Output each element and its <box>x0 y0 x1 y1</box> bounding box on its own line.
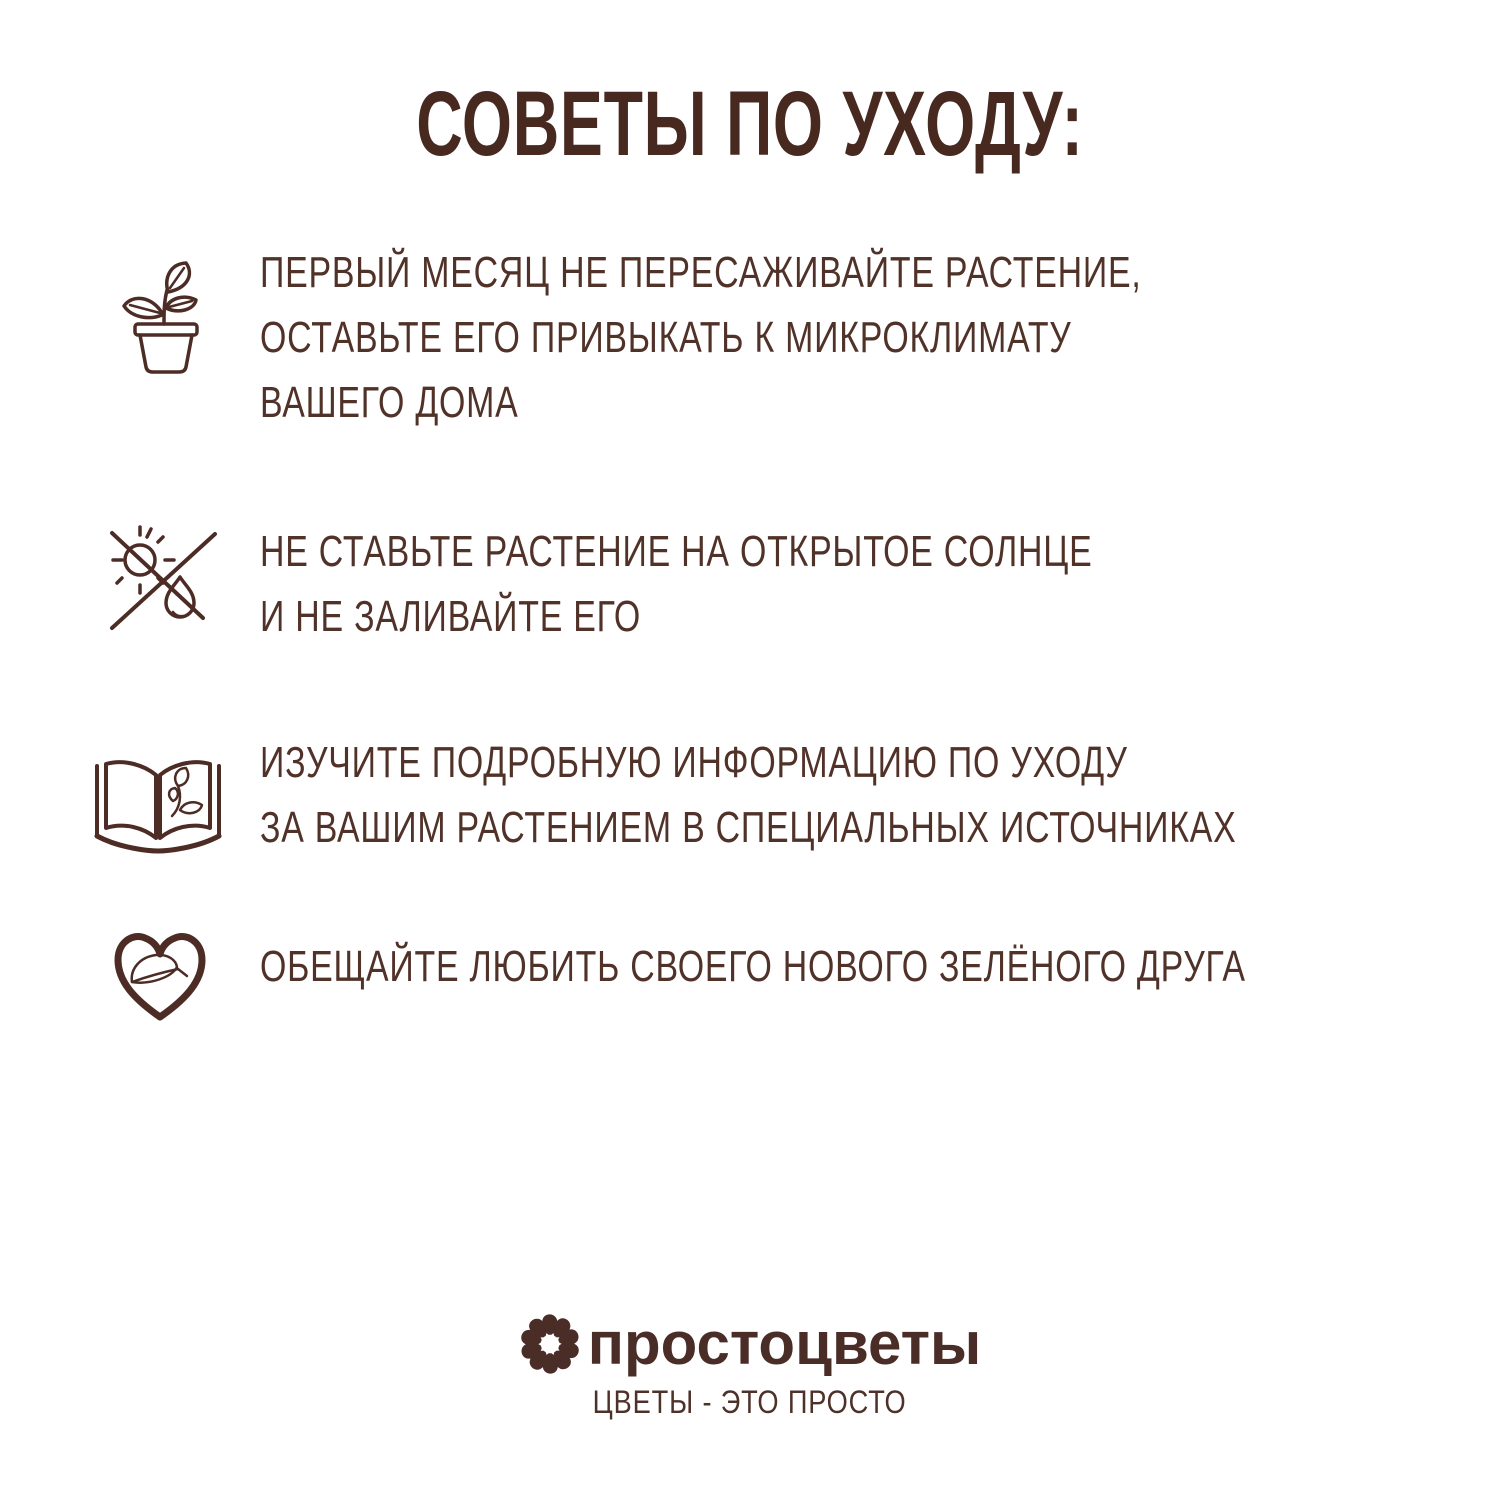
tip-line: ОБЕЩАЙТЕ ЛЮБИТЬ СВОЕГО НОВОГО ЗЕЛЁНОГО ДРУГА <box>260 942 1246 991</box>
tip-line: ИЗУЧИТЕ ПОДРОБНУЮ ИНФОРМАЦИЮ ПО УХОДУ <box>260 738 1128 787</box>
tip-line: ВАШЕГО ДОМА <box>260 378 519 427</box>
brand-footer <box>0 1312 1500 1421</box>
care-guide-book-icon <box>94 758 222 854</box>
flower-logo-icon <box>519 1313 581 1375</box>
tip-line: ЗА ВАШИМ РАСТЕНИЕМ В СПЕЦИАЛЬНЫХ ИСТОЧНИКАХ <box>260 803 1237 852</box>
tip-text <box>260 730 1236 860</box>
potted-plant-icon <box>120 258 202 374</box>
heart-leaf-icon <box>112 927 208 1027</box>
page-title: СОВЕТЫ ПО УХОДУ: <box>416 73 1084 175</box>
tip-text <box>260 240 1142 435</box>
tip-line: ОСТАВЬТЕ ЕГО ПРИВЫКАТЬ К МИКРОКЛИМАТУ <box>260 313 1072 362</box>
brand-name: простоцветы <box>587 1310 982 1377</box>
brand-tagline: ЦВЕТЫ - ЭТО ПРОСТО <box>593 1384 907 1420</box>
tip-line: ПЕРВЫЙ МЕСЯЦ НЕ ПЕРЕСАЖИВАЙТЕ РАСТЕНИЕ, <box>260 248 1142 297</box>
tip-line: НЕ СТАВЬТЕ РАСТЕНИЕ НА ОТКРЫТОЕ СОЛНЦЕ <box>260 527 1093 576</box>
tip-text <box>260 934 1246 999</box>
brand-row <box>519 1312 982 1375</box>
tip-line: И НЕ ЗАЛИВАЙТЕ ЕГО <box>260 592 642 641</box>
tip-text <box>260 519 1092 649</box>
no-sun-no-overwatering-icon <box>105 517 225 642</box>
